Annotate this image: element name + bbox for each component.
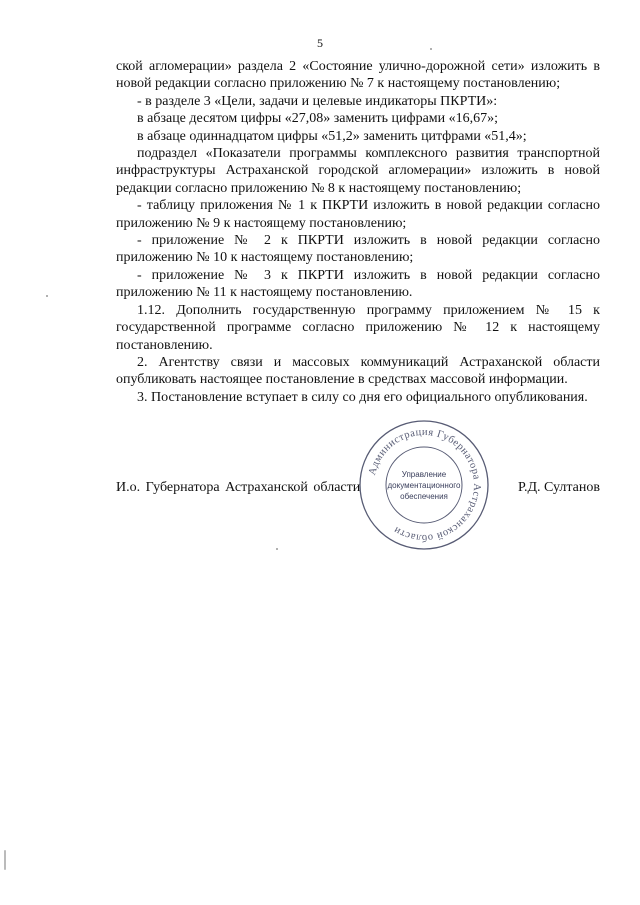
scan-edge-mark [4,850,6,870]
paragraph-appendix-3: - приложение № 3 к ПКРТИ изложить в новой редакции согласно приложению № 11 к настоящему постановлению. [116,267,600,301]
scan-speck [46,295,48,297]
seal-center-line-3: обеспечения [400,492,448,501]
page-number: 5 [317,36,323,50]
seal-center-line-2: документационного [387,481,461,490]
paragraph-abzac-11: в абзаце одиннадцатом цифры «51,2» заменить цитфрами «51,4»; [137,128,527,144]
paragraph-indicators: подраздел «Показатели программы комплексного развития транспортной инфраструктуры Астраханской городской агломерации» изложить в новой редакции согласно приложению № 8 к настоящему постановлению; [116,146,600,196]
seal-center-line-1: Управление [401,470,447,479]
signatory-name: Р.Д. Султанов [517,480,600,495]
signatory-position: И.о. Губернатора Астраханской области [116,480,361,495]
paragraph-appendix-2: - приложение № 2 к ПКРТИ изложить в новой редакции согласно приложению № 10 к настоящему постановлению; [116,233,600,266]
scan-speck [430,48,432,50]
paragraph-abzac-10: в абзаце десятом цифры «27,08» заменить цифрами «16,67»; [137,111,499,127]
paragraph-continuation: ской агломерации» раздела 2 «Состояние улично-дорожной сети» изложить в новой редакции согласно приложению № 7 к настоящему постановлению; [116,59,600,92]
paragraph-3-effective: 3. Постановление вступает в силу со дня его официального опубликования. [137,389,588,405]
paragraph-appendix-1: - таблицу приложения № 1 к ПКРТИ изложить в новой редакции согласно приложению № 9 к настоящему постановлению; [116,198,600,231]
paragraph-2-publication: 2. Агентству связи и массовых коммуникаций Астраханской области опубликовать настоящее постановление в средствах массовой информации. [116,354,600,388]
seal-ring-text: Администрация Губернатора Астраханской области [366,426,483,544]
paragraph-1-12: 1.12. Дополнить государственную программу приложением № 15 к государственной программе согласно приложению № 12 к настоящему постановлению. [116,302,600,353]
document-body [116,58,600,406]
scan-speck [276,548,278,550]
official-seal [354,415,494,555]
paragraph-section-3: - в разделе 3 «Цели, задачи и целевые индикаторы ПКРТИ»: [137,93,498,109]
